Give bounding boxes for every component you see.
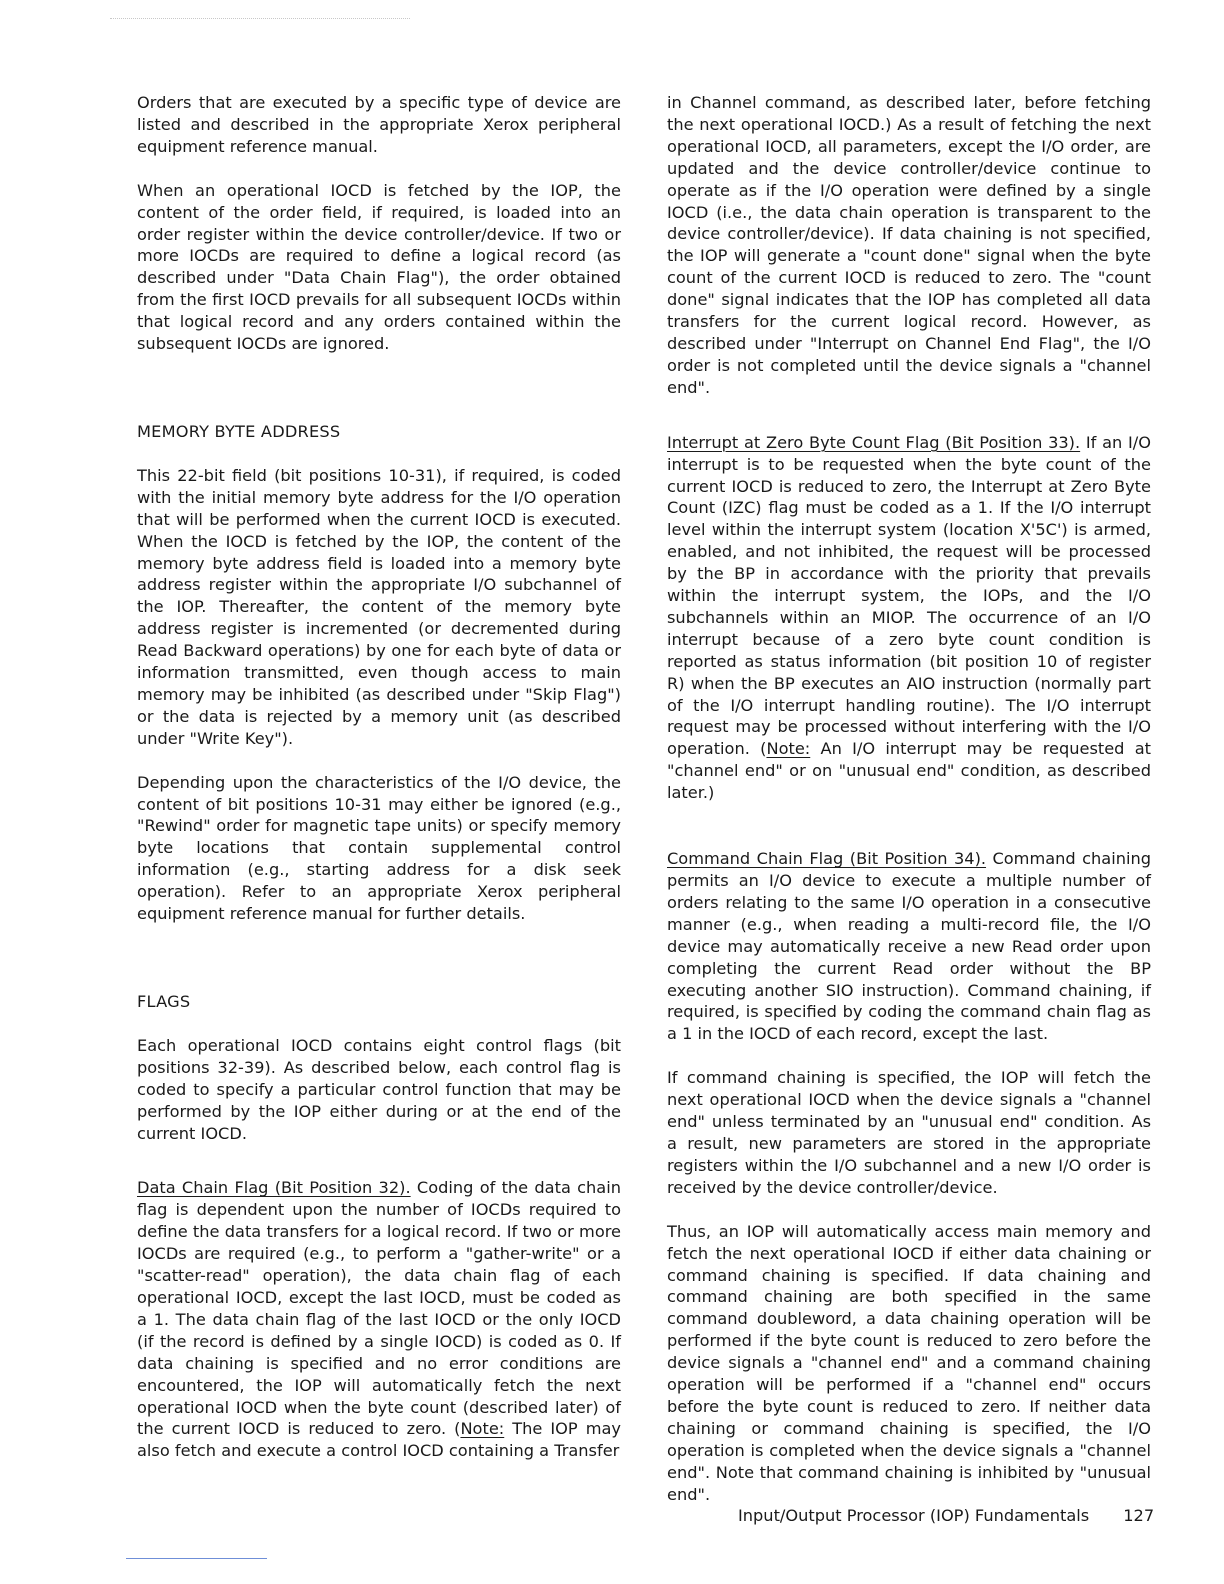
page-number: 127 xyxy=(1123,1506,1155,1525)
command-chain-flag-body: Command chaining permits an I/O device to execute a multiple number of orders relating to the same I/O operation in a consecutive manner (e.g., when reading a multi-record file, the I/O device may automatically receive a new Read order upon completing the current Read order without the BP executing another SIO instruction). Command chaining, if required, is specified by coding the command chain flag as a 1 in the IOCD of each record, except the last. xyxy=(667,849,1151,1044)
paragraph-data-chain-flag xyxy=(137,1177,621,1462)
page-footer xyxy=(738,1505,1154,1527)
left-column xyxy=(137,92,621,1484)
paragraph-memory-byte-address: This 22-bit field (bit positions 10-31), if required, is coded with the initial memory byte address for the I/O operation that will be performed when the current IOCD is executed. When the IOCD is fetched by the IOP, the content of the memory byte address field is loaded into a memory byte address register within the appropriate I/O subchannel of the IOP. Thereafter, the content of the memory byte address register is incremented (or decremented during Read Backward operations) by one for each byte of data or information transmitted, even though access to main memory may be inhibited (as described under "Skip Flag") or the data is rejected by a memory unit (as described under "Write Key"). xyxy=(137,465,621,748)
paragraph-device-characteristics: Depending upon the characteristics of the I/O device, the content of bit positions 10-31 may either be ignored (e.g., "Rewind" order for magnetic tape units) or specify memory byte locations that contain supplemental control information (e.g., starting address for a disk seek operation). Refer to an appropriate Xerox peripheral equipment reference manual for further details. xyxy=(137,772,621,924)
data-chain-flag-heading: Data Chain Flag (Bit Position 32). xyxy=(137,1178,411,1198)
heading-flags: FLAGS xyxy=(137,992,191,1011)
bottom-scan-rule xyxy=(126,1558,267,1559)
interrupt-zero-byte-count-tail: An I/O interrupt may be requested at "channel end" or on "unusual end" condition, as described later.) xyxy=(667,739,1152,803)
interrupt-zero-byte-count-heading: Interrupt at Zero Byte Count Flag (Bit Position 33). xyxy=(667,432,1081,452)
spacer xyxy=(137,1166,621,1177)
top-scan-rule xyxy=(110,18,410,20)
spacer xyxy=(667,826,1151,848)
paragraph-command-chaining-specified: If command chaining is specified, the IOP will fetch the next operational IOCD when the device signals a "channel end" unless terminated by an "unusual end" condition. As a result, new parameters are stored in the appropriate registers within the I/O subchannel and a new I/O order is received by the device controller/device. xyxy=(667,1068,1151,1197)
data-chain-flag-tail: The IOP may also fetch and execute a control IOCD containing a Transfer xyxy=(137,1419,621,1461)
interrupt-zero-byte-count-body: If an I/O interrupt is to be requested when the byte count of the current IOCD is reduced to zero, the Interrupt at Zero Byte Count (IZC) flag must be coded as a 1. If the I/O interrupt level within the interrupt system (location X'5C') is armed, enabled, and not inhibited, the request will be processed by the BP in accordance with the priority that prevails within the interrupt system, the IOPs, and the I/O subchannels within an MIOP. The occurrence of an I/O interrupt because of a zero byte count condition is reported as status information (bit position 10 of register R) when the BP executes an AIO instruction (normally part of the I/O interrupt handling routine). The I/O interrupt request may be processed without interfering with the I/O operation. ( xyxy=(667,432,1151,759)
spacer xyxy=(137,947,621,991)
command-chain-flag-heading: Command Chain Flag (Bit Position 34). xyxy=(667,849,987,869)
paragraph-command-chain-flag xyxy=(667,848,1151,1045)
note-label: Note: xyxy=(460,1419,505,1439)
paragraph-orders: Orders that are executed by a specific type of device are listed and described in the appropriate Xerox peripheral equipment reference manual. xyxy=(137,93,621,156)
spacer xyxy=(137,377,621,421)
paragraph-order-field: When an operational IOCD is fetched by the IOP, the content of the order field, if required, is loaded into an order register within the device controller/device. If two or more IOCDs are required to define a logical record (as described under "Data Chain Flag"), the order obtained from the first IOCD prevails for all subsequent IOCDs within that logical record and any orders contained within the subsequent IOCDs are ignored. xyxy=(137,180,621,354)
paragraph-transfer-in-channel: in Channel command, as described later, before fetching the next operational IOCD.) As a result of fetching the next operational IOCD, all parameters, except the I/O order, are updated and the device controller/device continue to operate as if the I/O operation were defined by a single IOCD (i.e., the data chain operation is transparent to the device controller/device). If data chaining is not specified, the IOP will generate a "count done" signal when the byte count of the current IOCD is reduced to zero. The "count done" signal indicates that the IOP has completed all data transfers for the current logical record. However, as described under "Interrupt on Channel End Flag", the I/O order is not completed until the device signals a "channel end". xyxy=(667,93,1151,397)
data-chain-flag-body: Coding of the data chain flag is dependent upon the number of IOCDs required to define the data transfers for a logical record. If two or more IOCDs are required (e.g., to perform a "gather-write" or a "scatter-read" operation), the data chain flag of each operational IOCD, except the last IOCD, must be coded as a 1. The data chain flag of the last IOCD or the only IOCD (if the record is defined by a single IOCD) is coded as 0. If data chaining is specified and no error conditions are encountered, the IOP will automatically fetch the next operational IOCD when the byte count (described later) of the current IOCD is reduced to zero. ( xyxy=(137,1178,621,1439)
right-column xyxy=(667,92,1151,1527)
paragraph-flags: Each operational IOCD contains eight control flags (bit positions 32-39). As described below, each control flag is coded to specify a particular control function that may be performed by the IOP either during or at the end of the current IOCD. xyxy=(137,1035,621,1143)
paragraph-chaining-summary: Thus, an IOP will automatically access main memory and fetch the next operational IOCD if either data chaining or command chaining is specified. If data chaining and command chaining are both specified in the same command doubleword, a data chaining operation will be performed if the byte count is reduced to zero before the device signals a "channel end" and a command chaining operation will be performed if a "channel end" occurs before the byte count is reduced to zero. If neither data chaining or command chaining is specified, the I/O operation is completed when the device signals a "channel end". Note that command chaining is inhibited by "unusual end". xyxy=(667,1221,1151,1504)
spacer xyxy=(667,421,1151,432)
note-label: Note: xyxy=(766,739,811,759)
paragraph-interrupt-zero-byte-count xyxy=(667,432,1151,804)
heading-memory-byte-address: MEMORY BYTE ADDRESS xyxy=(137,421,341,441)
footer-title: Input/Output Processor (IOP) Fundamentals xyxy=(738,1506,1090,1525)
